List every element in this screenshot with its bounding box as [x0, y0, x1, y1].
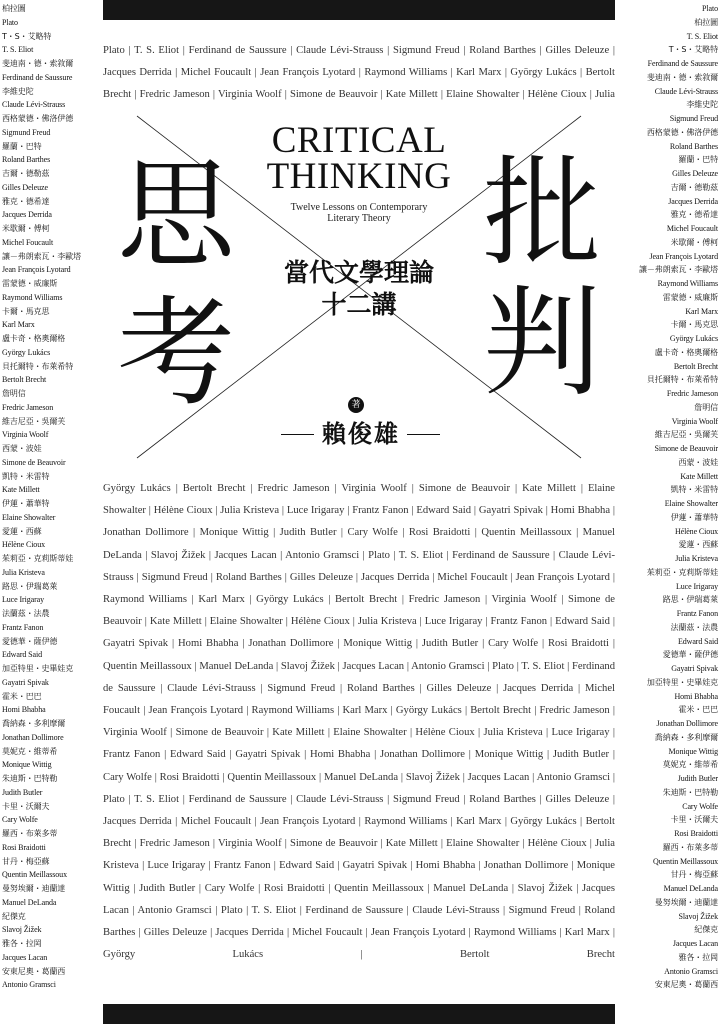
side-name-en: Plato: [702, 4, 718, 13]
author-rule-right: [407, 434, 440, 435]
top-black-bar: [103, 0, 615, 20]
big-char-pi: 批: [483, 144, 602, 282]
side-name-en: Gayatri Spivak: [671, 664, 718, 673]
side-name-zh: 雷蒙德・威廉斯: [2, 279, 58, 288]
subtitle-en-line1: Twelve Lessons on Contemporary: [290, 202, 428, 213]
cover-title-area: [103, 106, 615, 478]
side-name-zh: 茱莉亞・克莉斯蒂娃: [646, 567, 718, 577]
side-name-zh: 路思・伊瑞葛萊: [2, 581, 58, 591]
side-name-en: Luce Irigaray: [2, 595, 45, 605]
author-rule-left: [281, 434, 314, 435]
side-name-en: Antonio Gramsci: [2, 980, 56, 990]
side-name-en: Hélène Cioux: [2, 540, 46, 550]
side-name-zh: 雅各・拉岡: [678, 952, 718, 962]
side-name-zh: 霍米・巴巴: [2, 691, 42, 701]
side-name-en: Rosi Braidotti: [674, 829, 718, 838]
side-name-en: Elaine Showalter: [664, 499, 718, 508]
side-name-en: Roland Barthes: [669, 141, 718, 151]
side-name-zh: 吉爾・德勒茲: [670, 182, 718, 192]
title-zh-line1: 當代文學理論: [283, 258, 434, 287]
side-name-en: Homi Bhabha: [2, 705, 46, 715]
side-name-zh: 伊蓮・蕭華特: [2, 499, 50, 508]
side-name-zh: 伊蓮・蕭華特: [670, 512, 718, 522]
side-name-en: Luce Irigaray: [675, 581, 718, 591]
side-name-en: Michel Foucault: [2, 237, 54, 247]
side-name-en: Raymond Williams: [657, 279, 718, 288]
side-name-en: Frantz Fanon: [2, 622, 44, 632]
side-name-zh: 西蒙・波娃: [678, 457, 718, 467]
bottom-black-bar: [103, 1004, 615, 1024]
side-name-en: Edward Said: [2, 650, 43, 660]
main-name-text: György Lukács | Bertolt Brecht | Fredric Jameson | Virginia Woolf | Simone de Beauvoir | Kate Millett | Elaine Showalter | Hélène Cioux | Julia Kristeva | Luce Irigaray | Frantz Fanon | Edward Said | Gayatri Spivak | Homi Bhabha | Jonathan Dollimore | Monique Wittig | Judith Butler | Cary Wolfe | Rosi Braidotti | Quentin Meillassoux | Manuel DeLanda | Slavoj Žižek | Jacques Lacan | Antonio Gramsci | Plato | T. S. Eliot | Ferdinand de Saussure | Claude Lévi-Strauss | Sigmund Freud | Roland Barthes | Gilles Deleuze | Jacques Derrida | Michel Foucault | Jean François Lyotard | Raymond Williams | Karl Marx | György Lukács | Bertolt Brecht | Fredric Jameson | Virginia Woolf | Simone de Beauvoir | Kate Millett | Elaine Showalter | Hélène Cioux | Julia Kristeva | Luce Irigaray | Frantz Fanon | Edward Said | Gayatri Spivak | Homi Bhabha | Jonathan Dollimore | Monique Wittig | Judith Butler | Cary Wolfe | Rosi Braidotti | Quentin Meillassoux | Manuel DeLanda | Slavoj Žižek | Jacques Lacan | Antonio Gramsci | Plato | T. S. Eliot | Ferdinand de Saussure | Claude Lévi-Strauss | Sigmund Freud | Roland Barthes | Gilles Deleuze | Jacques Derrida | Michel Foucault | Jean François Lyotard | Raymond Williams | Karl Marx | György Lukács | Bertolt Brecht | Fredric Jameson | Virginia Woolf | Simone de Beauvoir | Kate Millett | Elaine Showalter | Hélène Cioux | Julia Kristeva | Luce Irigaray | Frantz Fanon | Edward Said | Gayatri Spivak | Homi Bhabha | Jonathan Dollimore | Monique Wittig | Judith Butler | Cary Wolfe | Rosi Braidotti | Quentin Meillassoux | Manuel DeLanda | Slavoj Žižek | Jacques Lacan | Antonio Gramsci | Plato | T. S. Eliot | Ferdinand de Saussure | Claude Lévi-Strauss | Sigmund Freud | Roland Barthes | Gilles Deleuze | Jacques Derrida | Michel Foucault | Jean François Lyotard | Raymond Williams | Karl Marx | György Lukács | Bertolt Brecht | Fredric Jameson | Virginia Woolf | Simone de Beauvoir | Kate Millett | Elaine Showalter | Hélène Cioux | Julia Kristeva | Luce Irigaray | Frantz Fanon | Edward Said | Gayatri Spivak | Homi Bhabha | Jonathan Dollimore | Monique Wittig | Judith Butler | Cary Wolfe | Rosi Braidotti | Quentin Meillassoux | Manuel DeLanda | Slavoj Žižek | Jacques Lacan | Antonio Gramsci | Plato | T. S. Eliot | Ferdinand de Saussure | Claude Lévi-Strauss | Sigmund Freud | Roland Barthes | Gilles Deleuze | Jacques Derrida | Michel Foucault | Jean François Lyotard | Raymond Williams | Karl Marx | György Lukács | Bertolt Brecht: [103, 483, 615, 961]
side-name-en: Fredric Jameson: [666, 389, 718, 398]
side-name-zh: 米歇爾・傅柯: [2, 224, 50, 233]
side-name-en: Cary Wolfe: [2, 815, 38, 825]
side-name-zh: 羅西・布萊多蒂: [662, 842, 718, 852]
big-char-kao: 考: [117, 284, 236, 422]
side-name-zh: 讓－弗朗索瓦・李歐塔: [639, 265, 718, 275]
side-name-en: Antonio Gramsci: [664, 966, 718, 976]
side-name-zh: 斐迪南・德・索敘爾: [2, 59, 74, 68]
left-name-column: [2, 2, 102, 992]
side-name-en: György Lukács: [2, 347, 51, 357]
side-name-en: Judith Butler: [677, 774, 718, 783]
side-name-en: Fredric Jameson: [2, 402, 54, 412]
side-name-en: Kate Millett: [680, 471, 718, 481]
side-name-en: Jacques Derrida: [2, 210, 52, 220]
side-name-zh: 愛德華・薩伊德: [662, 650, 718, 660]
side-name-en: Jonathan Dollimore: [656, 719, 718, 728]
side-name-en: Julia Kristeva: [2, 567, 45, 577]
side-name-en: Slavoj Žižek: [2, 925, 42, 935]
title-en-thinking: THINKING: [266, 156, 452, 197]
subtitle-en-line2: Literary Theory: [327, 213, 391, 224]
side-name-zh: 喬納森・多利摩爾: [2, 719, 66, 728]
side-name-en: Ferdinand de Saussure: [2, 72, 73, 82]
side-name-zh: 米歇爾・傅柯: [670, 237, 718, 247]
side-name-en: Simone de Beauvoir: [2, 457, 66, 467]
side-name-zh: 喬納森・多利摩爾: [654, 732, 718, 742]
side-name-en: Monique Wittig: [668, 746, 718, 756]
side-name-zh: 柏拉圖: [2, 4, 26, 13]
side-name-zh: 愛蓮・西蘇: [678, 540, 718, 550]
right-name-column: [618, 2, 718, 992]
side-name-en: T. S. Eliot: [2, 45, 34, 55]
top-name-text: Plato | T. S. Eliot | Ferdinand de Saussure | Claude Lévi-Strauss | Sigmund Freud | Roland Barthes | Gilles Deleuze | Jacques Derrida | Michel Foucault | Jean François Lyotard | Raymond Williams | Karl Marx | György Lukács | Bertolt Brecht | Fredric Jameson | Virginia Woolf | Simone de Beauvoir | Kate Millett | Elaine Showalter | Hélène Cioux | Julia: [103, 45, 615, 100]
side-name-en: Jacques Lacan: [2, 952, 48, 962]
side-name-en: Jacques Lacan: [672, 939, 718, 948]
side-name-zh: T・S・艾略特: [2, 31, 52, 41]
side-name-zh: 莫妮克・維蒂希: [2, 746, 58, 756]
side-name-en: Jonathan Dollimore: [2, 732, 64, 742]
side-name-zh: T・S・艾略特: [668, 45, 718, 55]
side-name-zh: 卡里・沃爾夫: [2, 801, 50, 811]
side-name-en: Cary Wolfe: [682, 801, 718, 811]
side-name-en: Kate Millett: [2, 485, 40, 495]
side-name-zh: 詹明信: [694, 402, 718, 412]
title-en-critical: CRITICAL: [271, 120, 447, 161]
side-name-en: Hélène Cioux: [674, 526, 718, 536]
side-name-en: Frantz Fanon: [676, 609, 718, 618]
side-name-zh: 法蘭茲・法農: [670, 622, 718, 632]
side-name-zh: 曼努埃爾・迪蘭達: [654, 897, 718, 907]
side-name-zh: 李維史陀: [686, 100, 718, 110]
side-name-en: Jean François Lyotard: [2, 265, 71, 275]
side-name-zh: 茱莉亞・克莉斯蒂娃: [2, 554, 74, 563]
side-name-en: Quentin Meillassoux: [2, 870, 67, 880]
side-name-en: Judith Butler: [2, 787, 43, 797]
side-name-en: Gilles Deleuze: [2, 182, 48, 192]
side-name-zh: 安東尼奧・葛蘭西: [2, 966, 66, 976]
side-name-zh: 西格蒙德・佛洛伊德: [646, 127, 718, 137]
side-name-en: Simone de Beauvoir: [654, 444, 718, 453]
author-name: 賴俊雄: [322, 419, 400, 448]
side-name-en: Slavoj Žižek: [678, 911, 718, 921]
side-name-en: Karl Marx: [2, 320, 35, 330]
side-name-zh: 雷蒙德・威廉斯: [662, 292, 718, 302]
side-name-en: Rosi Braidotti: [2, 842, 46, 852]
side-name-en: Plato: [2, 17, 18, 27]
side-name-zh: 紀傑克: [694, 925, 718, 935]
side-name-en: Karl Marx: [685, 306, 718, 316]
side-name-zh: 卡爾・馬克思: [670, 320, 718, 330]
side-name-en: Bertolt Brecht: [2, 375, 47, 385]
side-name-zh: 西蒙・波娃: [2, 444, 42, 453]
subtitle-en: [103, 202, 615, 224]
side-name-en: Quentin Meillassoux: [653, 856, 718, 866]
side-name-zh: 羅西・布萊多蒂: [2, 829, 58, 838]
side-name-en: Virginia Woolf: [2, 430, 49, 440]
side-name-en: Manuel DeLanda: [663, 884, 718, 893]
side-name-en: Monique Wittig: [2, 760, 52, 770]
side-name-en: Bertolt Brecht: [673, 361, 718, 371]
side-name-zh: 貝托爾特・布萊希特: [646, 375, 718, 385]
side-name-zh: 詹明信: [2, 389, 26, 398]
side-name-en: Raymond Williams: [2, 292, 63, 302]
side-name-zh: 羅蘭・巴特: [678, 155, 718, 165]
big-char-pan: 判: [483, 274, 602, 412]
side-name-en: Jacques Derrida: [668, 196, 718, 206]
side-name-en: Homi Bhabha: [674, 691, 718, 701]
side-name-zh: 甘丹・梅亞蘇: [2, 856, 50, 866]
side-name-en: T. S. Eliot: [686, 31, 718, 41]
side-name-zh: 讓－弗朗索瓦・李歐塔: [2, 251, 81, 261]
side-name-zh: 柏拉圖: [694, 17, 718, 27]
side-name-en: Ferdinand de Saussure: [647, 59, 718, 68]
side-name-en: Claude Lévi-Strauss: [654, 86, 718, 96]
side-name-zh: 曼努埃爾・迪蘭達: [2, 884, 66, 893]
side-name-zh: 愛蓮・西蘇: [2, 526, 42, 536]
side-name-zh: 朱迪斯・巴特勒: [2, 774, 58, 783]
side-name-zh: 朱迪斯・巴特勒: [662, 787, 718, 797]
side-name-en: Sigmund Freud: [2, 127, 51, 137]
side-name-en: Michel Foucault: [666, 224, 718, 233]
side-name-zh: 路思・伊瑞葛萊: [662, 595, 718, 605]
side-name-zh: 盧卡奇・格奧爾格: [2, 334, 66, 343]
side-name-zh: 紀傑克: [2, 911, 26, 921]
side-name-zh: 斐迪南・德・索敘爾: [646, 72, 718, 82]
side-name-zh: 吉爾・德勒茲: [2, 169, 50, 178]
side-name-en: Gilles Deleuze: [672, 169, 718, 178]
side-name-zh: 卡里・沃爾夫: [670, 815, 718, 825]
side-name-zh: 李維史陀: [2, 86, 34, 96]
side-name-zh: 安東尼奧・葛蘭西: [654, 980, 718, 990]
big-char-si: 思: [117, 146, 236, 284]
side-name-zh: 加亞特里・史畢娃克: [2, 664, 74, 673]
side-name-zh: 愛德華・薩伊德: [2, 636, 58, 646]
side-name-en: Sigmund Freud: [669, 114, 718, 123]
side-name-en: Manuel DeLanda: [2, 897, 57, 907]
side-name-en: Claude Lévi-Strauss: [2, 100, 66, 110]
side-name-zh: 凱特・米雷特: [2, 471, 50, 481]
side-name-zh: 盧卡奇・格奧爾格: [654, 347, 718, 357]
side-name-zh: 雅克・德希達: [670, 210, 718, 220]
side-name-en: György Lukács: [669, 334, 718, 343]
side-name-zh: 羅蘭・巴特: [2, 141, 42, 151]
side-name-en: Elaine Showalter: [2, 512, 56, 522]
side-name-en: Edward Said: [677, 636, 718, 646]
side-name-zh: 維吉尼亞・吳爾芙: [654, 430, 718, 440]
side-name-zh: 加亞特里・史畢娃克: [646, 677, 718, 687]
side-name-en: Roland Barthes: [2, 155, 51, 165]
author-mark-badge: 著: [348, 397, 364, 413]
title-zh-line2: 十二講: [321, 290, 397, 319]
side-name-zh: 霍米・巴巴: [678, 705, 718, 715]
side-name-en: Virginia Woolf: [671, 416, 718, 426]
side-name-zh: 西格蒙德・佛洛伊德: [2, 114, 74, 123]
side-name-en: Jean François Lyotard: [649, 251, 718, 261]
side-name-zh: 甘丹・梅亞蘇: [670, 870, 718, 880]
side-name-zh: 貝托爾特・布萊希特: [2, 361, 74, 371]
side-name-zh: 法蘭茲・法農: [2, 609, 50, 618]
side-name-zh: 凱特・米雷特: [670, 485, 718, 495]
side-name-zh: 雅各・拉岡: [2, 939, 42, 948]
side-name-en: Julia Kristeva: [675, 554, 718, 563]
side-name-zh: 維吉尼亞・吳爾芙: [2, 416, 66, 426]
side-name-zh: 卡爾・馬克思: [2, 306, 50, 316]
side-name-zh: 莫妮克・維蒂希: [662, 760, 718, 770]
side-name-zh: 雅克・德希達: [2, 196, 50, 206]
side-name-en: Gayatri Spivak: [2, 677, 49, 687]
